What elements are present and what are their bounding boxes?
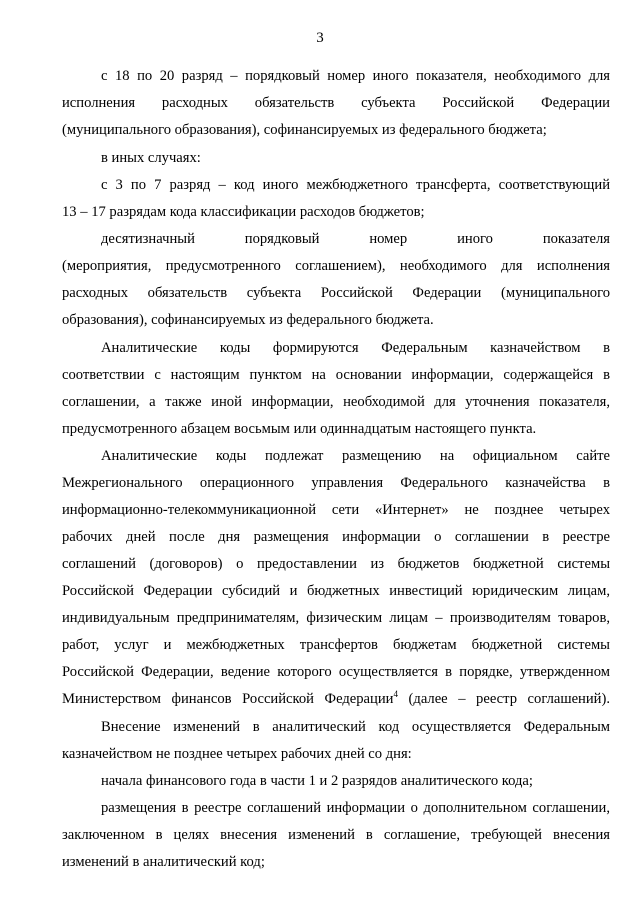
text-line: образования), софинансируемых из федерального бюджета. <box>62 312 434 328</box>
text-line: работ, услуг и межбюджетных трансфертов бюджетам бюджетной системы <box>62 637 610 653</box>
text-line: рабочих дней после дня размещения информации о соглашении в реестре <box>62 529 610 545</box>
text-line-with-footnote <box>62 689 610 707</box>
text-line: с 3 по 7 разряд – код иного межбюджетного трансферта, соответствующий <box>101 177 610 193</box>
text-line: Аналитические коды формируются Федеральным казначейством в <box>101 340 610 356</box>
page-number: 3 <box>316 30 324 46</box>
text-line: Межрегионального операционного управления Федерального казначейства в <box>62 475 610 491</box>
text-line: 13 – 17 разрядам кода классификации расходов бюджетов; <box>62 204 425 220</box>
text-line: исполнения расходных обязательств субъекта Российской Федерации <box>62 95 610 111</box>
text-line: Российской Федерации субсидий и бюджетных инвестиций юридическим лицам, <box>62 583 610 599</box>
text-line: заключенном в целях внесения изменений в соглашение, требующей внесения <box>62 827 610 843</box>
text-line: предусмотренного абзацем восьмым или одиннадцатым настоящего пункта. <box>62 421 537 437</box>
text-segment: Министерством финансов Российской Федерации <box>62 691 394 707</box>
text-segment: (далее – реестр соглашений). <box>408 691 610 707</box>
text-line: Российской Федерации, ведение которого осуществляется в порядке, утвержденном <box>62 664 610 680</box>
text-line: соглашении, а также иной информации, необходимой для уточнения показателя, <box>62 394 610 410</box>
text-line: десятизначный порядковый номер иного показателя <box>101 231 610 247</box>
footnote-reference: 4 <box>393 689 398 700</box>
text-line: информационно-телекоммуникационной сети «Интернет» не позднее четырех <box>62 502 610 518</box>
text-line: Внесение изменений в аналитический код осуществляется Федеральным <box>101 719 610 735</box>
text-line: расходных обязательств субъекта Российской Федерации (муниципального <box>62 285 610 301</box>
text-line: размещения в реестре соглашений информации о дополнительном соглашении, <box>101 800 610 816</box>
text-line: (муниципального образования), софинансируемых из федерального бюджета; <box>62 122 547 138</box>
text-line: начала финансового года в части 1 и 2 разрядов аналитического кода; <box>101 773 533 789</box>
text-line: соответствии с настоящим пунктом на основании информации, содержащейся в <box>62 367 610 383</box>
text-line: с 18 по 20 разряд – порядковый номер иного показателя, необходимого для <box>101 68 610 84</box>
text-line: в иных случаях: <box>101 150 201 166</box>
text-line: изменений в аналитический код; <box>62 854 265 870</box>
text-line: казначейством не позднее четырех рабочих дней со дня: <box>62 746 412 762</box>
text-line: Аналитические коды подлежат размещению на официальном сайте <box>101 448 610 464</box>
text-line: (мероприятия, предусмотренного соглашением), необходимого для исполнения <box>62 258 610 274</box>
text-line: соглашений (договоров) о предоставлении из бюджетов бюджетной системы <box>62 556 610 572</box>
text-line: индивидуальным предпринимателям, физическим лицам – производителям товаров, <box>62 610 610 626</box>
